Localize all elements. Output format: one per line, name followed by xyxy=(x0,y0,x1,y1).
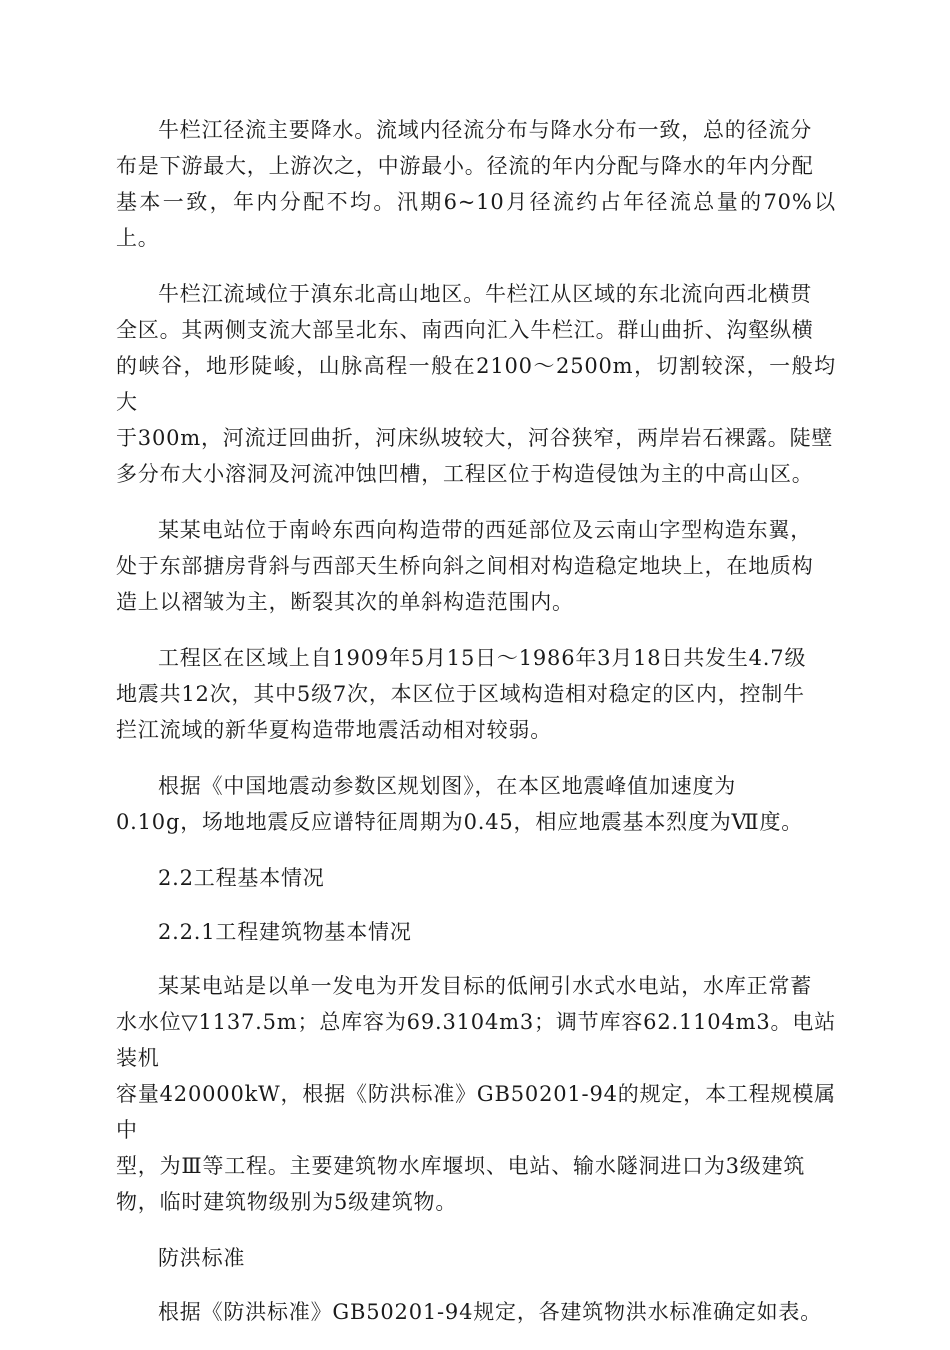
paragraph-earthquake-history xyxy=(116,640,836,748)
section-heading-2-2-1 xyxy=(116,914,836,950)
text-line: 多分布大小溶洞及河流冲蚀凹槽，工程区位于构造侵蚀为主的中高山区。 xyxy=(116,462,814,486)
heading-text: 2.2工程基本情况 xyxy=(158,866,325,890)
text-line: 的峡谷，地形陡峻，山脉高程一般在2100～2500m，切割较深，一般均大 xyxy=(116,354,836,414)
text-line: 布是下游最大，上游次之，中游最小。径流的年内分配与降水的年内分配 xyxy=(116,154,814,178)
text-line: 某某电站是以单一发电为开发目标的低闸引水式水电站，水库正常蓄 xyxy=(158,974,812,998)
text-line: 某某电站位于南岭东西向构造带的西延部位及云南山字型构造东翼， xyxy=(158,518,812,542)
text-line: 拦江流域的新华夏构造带地震活动相对较弱。 xyxy=(116,718,552,742)
paragraph-geology xyxy=(116,512,836,620)
text-line: 于300m，河流迂回曲折，河床纵坡较大，河谷狭窄，两岸岩石裸露。陡壁 xyxy=(116,426,834,450)
section-heading-2-2 xyxy=(116,860,836,896)
paragraph-flood-standard xyxy=(116,1294,836,1330)
text-line: 0.10g，场地地震反应谱特征周期为0.45，相应地震基本烈度为Ⅶ度。 xyxy=(116,810,804,834)
text-line: 全区。其两侧支流大部呈北东、南西向汇入牛栏江。群山曲折、沟壑纵横 xyxy=(116,318,814,342)
text-line: 根据《中国地震动参数区规划图》，在本区地震峰值加速度为 xyxy=(158,774,737,798)
paragraph-project-overview xyxy=(116,968,836,1220)
text-line: 工程区在区域上自1909年5月15日～1986年3月18日共发生4.7级 xyxy=(158,646,807,670)
text-line: 容量420000kW，根据《防洪标准》GB50201-94的规定，本工程规模属中 xyxy=(116,1082,836,1142)
text-line: 处于东部搪房背斜与西部天生桥向斜之间相对构造稳定地块上，在地质构 xyxy=(116,554,814,578)
heading-text: 防洪标准 xyxy=(158,1246,246,1270)
text-line: 物，临时建筑物级别为5级建筑物。 xyxy=(116,1190,458,1214)
heading-text: 2.2.1工程建筑物基本情况 xyxy=(158,920,412,944)
section-heading-flood-standard xyxy=(116,1240,836,1276)
text-line: 造上以褶皱为主，断裂其次的单斜构造范围内。 xyxy=(116,590,574,614)
text-line: 根据《防洪标准》GB50201-94规定，各建筑物洪水标准确定如表。 xyxy=(158,1300,823,1324)
document-body xyxy=(116,112,836,1350)
text-line: 型，为Ⅲ等工程。主要建筑物水库堰坝、电站、输水隧洞进口为3级建筑 xyxy=(116,1154,806,1178)
paragraph-runoff xyxy=(116,112,836,256)
paragraph-terrain xyxy=(116,276,836,492)
text-line: 牛栏江流域位于滇东北高山地区。牛栏江从区域的东北流向西北横贯 xyxy=(158,282,812,306)
paragraph-seismic-parameters xyxy=(116,768,836,840)
text-line: 地震共12次，其中5级7次，本区位于区域构造相对稳定的区内，控制牛 xyxy=(116,682,805,706)
text-line: 牛栏江径流主要降水。流域内径流分布与降水分布一致，总的径流分 xyxy=(158,118,812,142)
text-line: 基本一致，年内分配不均。汛期6~10月径流约占年径流总量的70%以上。 xyxy=(116,190,836,250)
text-line: 水水位▽1137.5m；总库容为69.3104m3；调节库容62.1104m3。电站装机 xyxy=(116,1010,836,1070)
